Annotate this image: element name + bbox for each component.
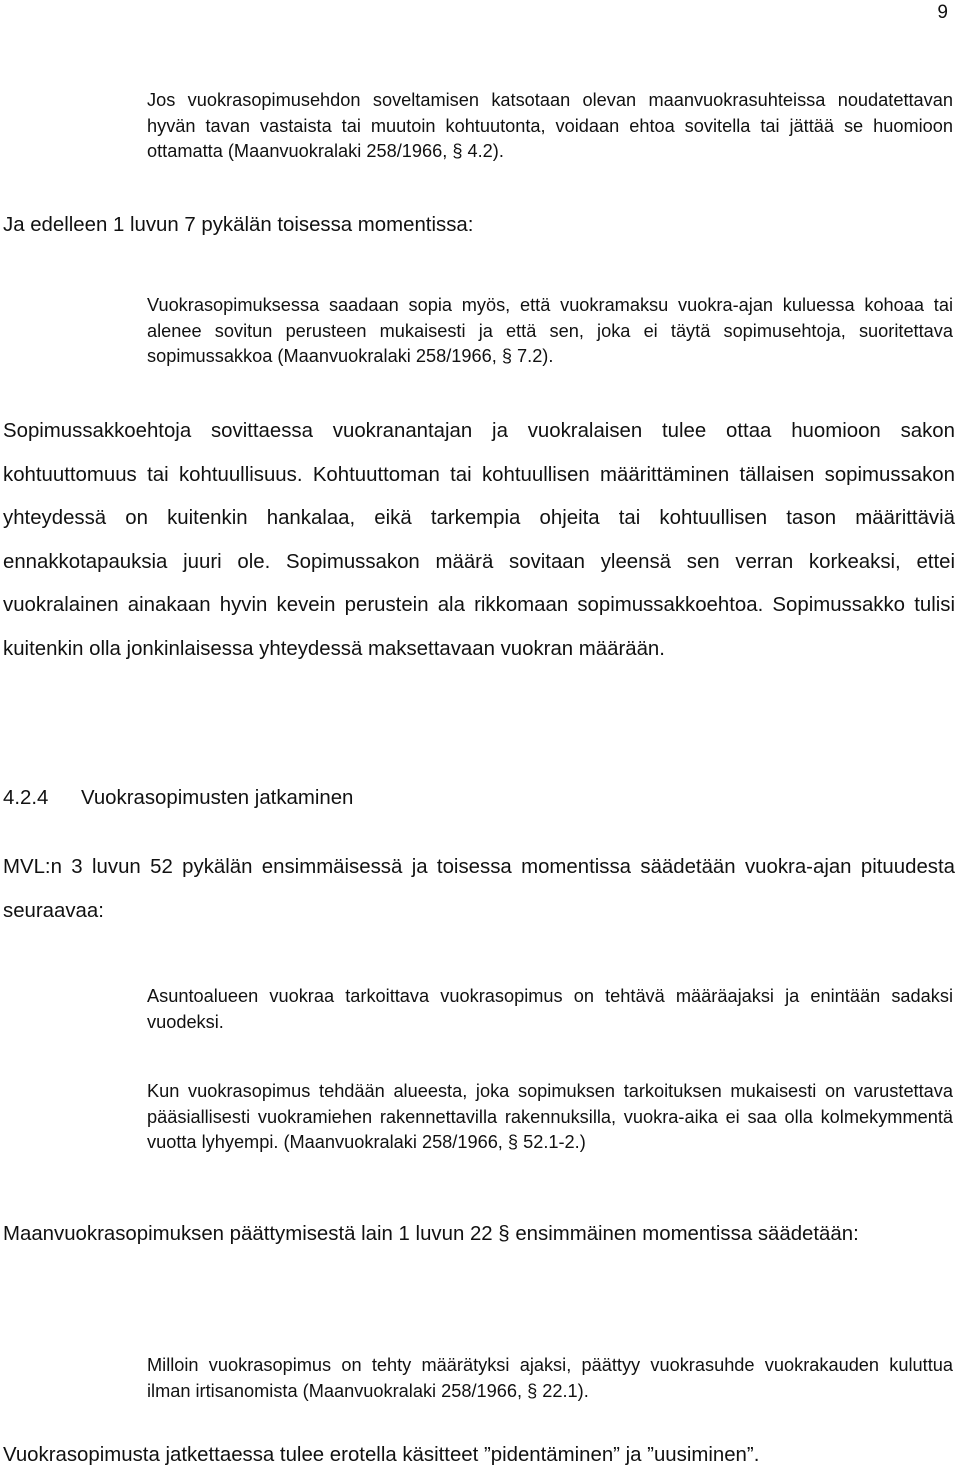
quoted-paragraph-sovittelu: Jos vuokrasopimusehdon soveltamisen katsotaan olevan maanvuokrasuhteissa noudatettavan hyvän tavan vastaista tai muutoin kohtuutonta, voidaan ehtoa sovitella tai jättää se huomioon ottamatta (Maanvuokralaki 258/1966, § 4.2). [147,90,953,161]
section-heading [3,787,955,810]
quoted-paragraph-vuokramaksu: Vuokrasopimuksessa saadaan sopia myös, että vuokramaksu vuokra-ajan kuluessa kohoaa tai alenee sovitun perusteen mukaisesti ja että sen, joka ei täytä sopimusehtoja, suoritettava sopimussakkoa (Maanvuokralaki 258/1966, § 7.2). [147,295,953,366]
section-heading-number: 4.2.4 [3,787,49,809]
body-paragraph-sopimussakko: Sopimussakkoehtoja sovittaessa vuokranantajan ja vuokralaisen tulee ottaa huomioon sakon kohtuuttomuus tai kohtuullisuus. Kohtuuttoman tai kohtuullisen määrittäminen tällaisen sopimussakon yhteydessä on kuitenkin hankalaa, eikä tarkempia ohjeita tai kohtuullisen tason määrittäviä ennakkotapauksia juuri ole. Sopimussakon määrä sovitaan yleensä sen verran korkeaksi, ettei vuokralainen ainakaan hyvin kevein perustein ala rikkomaan sopimussakkoehtoa. Sopimussakko tulisi kuitenkin olla jonkinlaisessa yhteydessä maksettavaan vuokran määrään. [3,420,955,660]
intro-paragraph-7-pykala: Ja edelleen 1 luvun 7 pykälän toisessa momentissa: [3,214,474,236]
page-number: 9 [937,2,948,23]
body-paragraph-jatkaminen: Vuokrasopimusta jatkettaessa tulee erotella käsitteet ”pidentäminen” ja ”uusiminen”. [3,1444,760,1466]
quoted-paragraph-rakennukset: Kun vuokrasopimus tehdään alueesta, joka sopimuksen tarkoituksen mukaisesti on varustettava pääsiallisesti vuokramiehen rakennettavilla rakennuksilla, vuokra-aika ei saa olla kolmekymmentä vuotta lyhyempi. (Maanvuokralaki 258/1966, § 52.1-2.) [147,1081,953,1152]
section-heading-title: Vuokrasopimusten jatkaminen [81,787,354,809]
body-paragraph-paattyminen: Maanvuokrasopimuksen päättymisestä lain 1 luvun 22 § ensimmäinen momentissa säädetään: [3,1223,859,1245]
quoted-paragraph-asuntoalue: Asuntoalueen vuokraa tarkoittava vuokrasopimus on tehtävä määräajaksi ja enintään sadaksi vuodeksi. [147,986,953,1032]
quoted-paragraph-maaraaika: Milloin vuokrasopimus on tehty määrätyksi ajaksi, päättyy vuokrasuhde vuokrakauden kuluttua ilman irtisanomista (Maanvuokralaki 258/1966, § 22.1). [147,1355,953,1401]
body-paragraph-mvl-52: MVL:n 3 luvun 52 pykälän ensimmäisessä ja toisessa momentissa säädetään vuokra-ajan pituudesta seuraavaa: [3,856,955,922]
